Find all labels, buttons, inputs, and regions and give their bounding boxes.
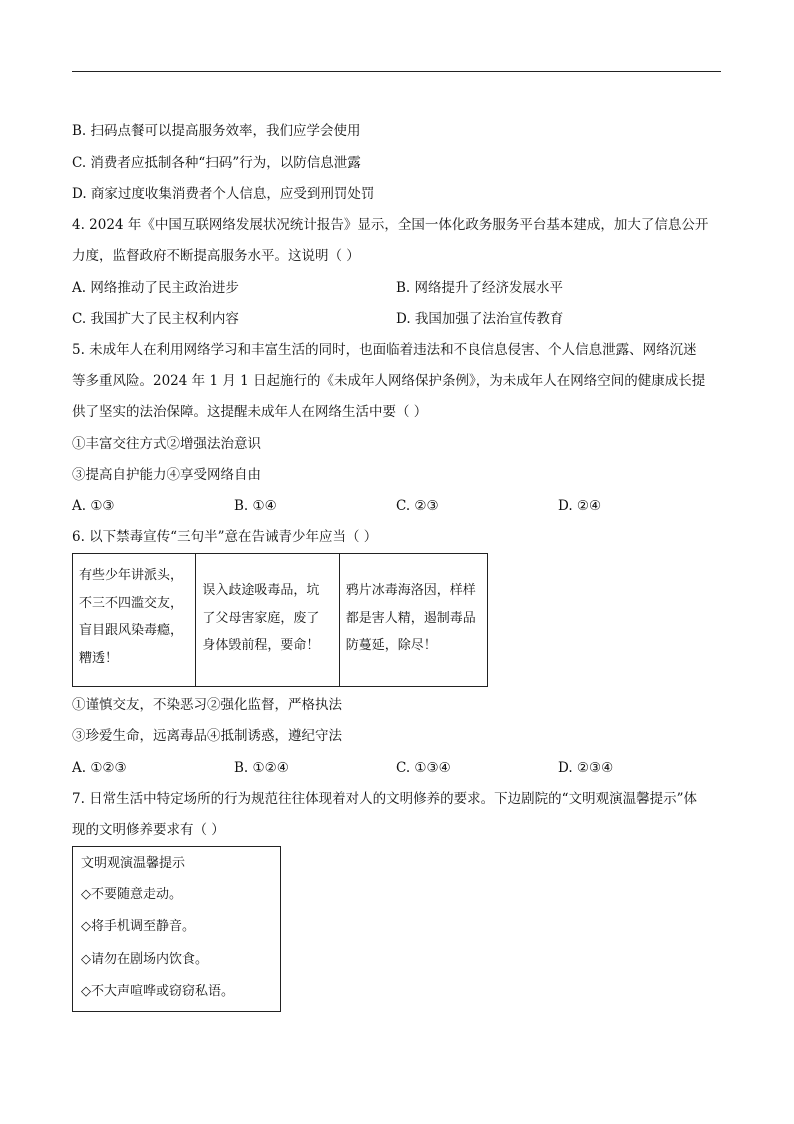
q6-table-cell-3 — [340, 554, 487, 686]
q5-option-d[interactable]: D. ②④ — [558, 498, 602, 514]
q4-stem-line2: 力度，监督政府不断提高服务水平。这说明（ ） — [72, 248, 360, 264]
q6-cell2-line: 了父母害家庭，废了 — [202, 610, 320, 626]
header-rule — [72, 71, 721, 72]
q6-cell3-line: 防蔓延，除尽！ — [345, 638, 437, 653]
q6-option-b[interactable]: B. ①②④ — [234, 760, 289, 776]
q6-cell1-line: 盲目跟风染毒瘾， — [79, 623, 184, 638]
q5-option-a[interactable]: A. ①③ — [72, 498, 115, 514]
q6-cell3-line: 鸦片冰毒海洛因，样样 — [345, 583, 476, 598]
q5-option-b[interactable]: B. ①④ — [234, 498, 277, 514]
q4-option-a[interactable]: A. 网络推动了民主政治进步 — [72, 280, 239, 296]
q3-option-b[interactable]: B. 扫码点餐可以提高服务效率，我们应学会使用 — [72, 123, 361, 139]
q3-option-d[interactable]: D. 商家过度收集消费者个人信息，应受到刑罚处罚 — [72, 186, 375, 202]
q5-option-c[interactable]: C. ②③ — [396, 498, 439, 514]
q4-option-c[interactable]: C. 我国扩大了民主权利内容 — [72, 311, 239, 327]
q3-option-c[interactable]: C. 消费者应抵制各种“扫码”行为，以防信息泄露 — [72, 155, 361, 171]
q6-cell1-line: 有些少年讲派头， — [79, 568, 184, 583]
q6-cell2-line: 身体毁前程，要命！ — [202, 638, 320, 653]
q6-cell1-line: 不三不四滥交友， — [79, 595, 184, 611]
q7-notice-item: ◇不要随意走动。 — [81, 887, 182, 902]
q6-poem-table — [72, 553, 488, 687]
q6-cell3-line: 都是害人精，遏制毒品 — [345, 610, 476, 626]
q6-items-line2: ③珍爱生命，远离毒品④抵制诱惑，遵纪守法 — [72, 728, 342, 744]
q4-stem-line1: 4. 2024 年《中国互联网络发展状况统计报告》显示，全国一体化政务服务平台基本建成，加大了信息公开 — [72, 217, 709, 233]
q7-notice-title: 文明观演温馨提示 — [81, 856, 186, 871]
q5-items-line1: ①丰富交往方式②增强法治意识 — [72, 436, 261, 452]
q6-option-d[interactable]: D. ②③④ — [558, 760, 614, 776]
q6-items-line1: ①谨慎交友，不染恶习②强化监督，严格执法 — [72, 697, 342, 713]
q6-option-c[interactable]: C. ①③④ — [396, 760, 451, 776]
q7-notice-item: ◇不大声喧哗或窃窃私语。 — [81, 984, 234, 1000]
q5-stem-line3: 供了坚实的法治保障。这提醒未成年人在网络生活中要（ ） — [72, 404, 428, 420]
q7-notice-item: ◇请勿在剧场内饮食。 — [81, 951, 208, 967]
q4-option-d[interactable]: D. 我国加强了法治宣传教育 — [396, 311, 564, 327]
q7-stem-line1: 7. 日常生活中特定场所的行为规范往往体现着对人的文明修养的要求。下边剧院的“文明观演温馨提示”体 — [72, 791, 697, 807]
q6-stem: 6. 以下禁毒宣传“三句半”意在告诫青少年应当（ ） — [72, 529, 378, 545]
q7-notice-item: ◇将手机调至静音。 — [81, 919, 195, 935]
q5-stem-line2: 等多重风险。2024 年 1 月 1 日起施行的《未成年人网络保护条例》，为未成年人在网络空间的健康成长提 — [72, 373, 706, 389]
q6-cell1-line: 糟透！ — [79, 650, 119, 666]
q5-items-line2: ③提高自护能力④享受网络自由 — [72, 467, 261, 483]
q6-table-cell-1 — [73, 554, 196, 686]
q6-option-a[interactable]: A. ①②③ — [72, 760, 127, 776]
q5-stem-line1: 5. 未成年人在利用网络学习和丰富生活的同时，也面临着违法和不良信息侵害、个人信息泄露、网络沉迷 — [72, 342, 697, 358]
q6-cell2-line: 误入歧途吸毒品，坑 — [202, 583, 320, 598]
q7-stem-line2: 现的文明修养要求有（ ） — [72, 822, 225, 838]
q6-table-cell-2 — [196, 554, 339, 686]
q4-option-b[interactable]: B. 网络提升了经济发展水平 — [396, 280, 564, 296]
q7-notice-box — [72, 846, 281, 1012]
